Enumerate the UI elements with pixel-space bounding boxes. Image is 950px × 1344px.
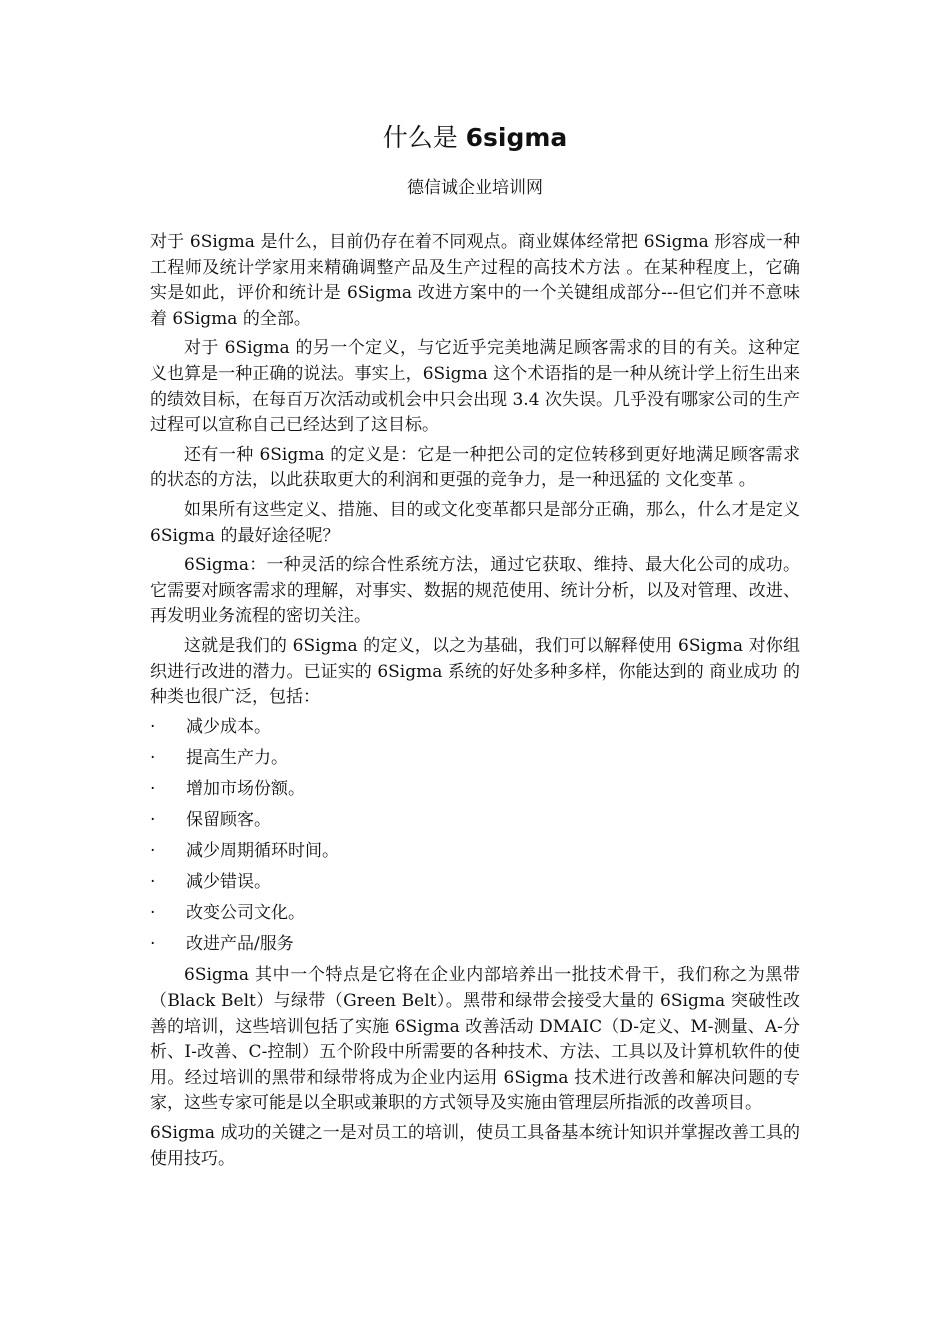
bullet-icon: · xyxy=(150,716,156,737)
list-item: · 改进产品/服务 xyxy=(150,932,800,958)
paragraph-2: 对于 6Sigma 的另一个定义，与它近乎完美地满足顾客需求的目的有关。这种定义也算是一种正确的说法。事实上，6Sigma 这个术语指的是一种从统计学上衍生出来的绩效目标，在每百万次活动或机会中只会出现 3.4 次失误。几乎没有哪家公司的生产过程可以宣称自己已经达到了这目标。 xyxy=(150,338,800,436)
document-title xyxy=(0,120,950,156)
list-item: · 减少错误。 xyxy=(150,870,800,896)
list-item: · 减少周期循环时间。 xyxy=(150,839,800,865)
bullet-icon: · xyxy=(150,903,156,924)
bullet-icon: · xyxy=(150,934,156,955)
bullet-icon: · xyxy=(150,747,156,768)
bullet-icon: · xyxy=(150,778,156,799)
paragraph-1: 对于 6Sigma 是什么，目前仍存在着不同观点。商业媒体经常把 6Sigma 形容成一种 工程师及统计学家用来精确调整产品及生产过程的高技术方法 。在某种程度上，它确实是如此，评价和统计是 6Sigma 改进方案中的一个关键组成部分---但它们并不意味着 6Sigma 的全部。 xyxy=(150,232,800,329)
list-item: · 增加市场份额。 xyxy=(150,777,800,803)
benefits-list xyxy=(150,715,800,958)
list-item: · 提高生产力。 xyxy=(150,746,800,772)
bullet-icon: · xyxy=(150,809,156,830)
title-bold: 6sigma xyxy=(465,123,568,152)
paragraph-4: 如果所有这些定义、措施、目的或文化变革都只是部分正确，那么，什么才是定义 6Sigma 的最好途径呢？ xyxy=(150,499,800,546)
bullet-icon: · xyxy=(150,841,156,862)
list-item: · 改变公司文化。 xyxy=(150,901,800,927)
document-body xyxy=(150,230,800,1176)
list-item: · 保留顾客。 xyxy=(150,808,800,834)
paragraph-6: 这就是我们的 6Sigma 的定义，以之为基础，我们可以解释使用 6Sigma 对你组织进行改进的潜力。已证实的 6Sigma 系统的好处多种多样，你能达到的 商业成功 的种类也很广泛，包括： xyxy=(150,635,800,708)
document-subtitle: 德信诚企业培训网 xyxy=(407,178,543,198)
paragraph-7: 6Sigma 其中一个特点是它将在企业内部培养出一批技术骨干，我们称之为黑带（Black Belt）与绿带（Green Belt）。黑带和绿带会接受大量的 6Sigma 突破性改善的培训，这些培训包括了实施 6Sigma 改善活动 DMAIC（D-定义、M-测量、A-分析、I-改善、C-控制）五个阶段中所需要的各种技术、方法、工具以及计算机软件的使用。经过培训的黑带和绿带将成为企业内运用 6Sigma 技术进行改善和解决问题的专家，这些专家可能是以全职或兼职的方式领导及实施由管理层所指派的改善项目。 xyxy=(150,965,800,1114)
list-item: · 减少成本。 xyxy=(150,715,800,741)
paragraph-3: 还有一种 6Sigma 的定义是：它是一种把公司的定位转移到更好地满足顾客需求的状态的方法，以此获取更大的利润和更强的竞争力，是一种迅猛的 文化变革 。 xyxy=(150,444,800,491)
paragraph-8: 6Sigma 成功的关键之一是对员工的培训，使员工具备基本统计知识并掌握改善工具的使用技巧。 xyxy=(150,1123,800,1169)
paragraph-5: 6Sigma：一种灵活的综合性系统方法，通过它获取、维持、最大化公司的成功。它需要对顾客需求的理解，对事实、数据的规范使用、统计分析，以及对管理、改进、再发明业务流程的密切关注。 xyxy=(150,555,800,627)
bullet-icon: · xyxy=(150,872,156,893)
title-prefix: 什么是 xyxy=(382,123,466,152)
